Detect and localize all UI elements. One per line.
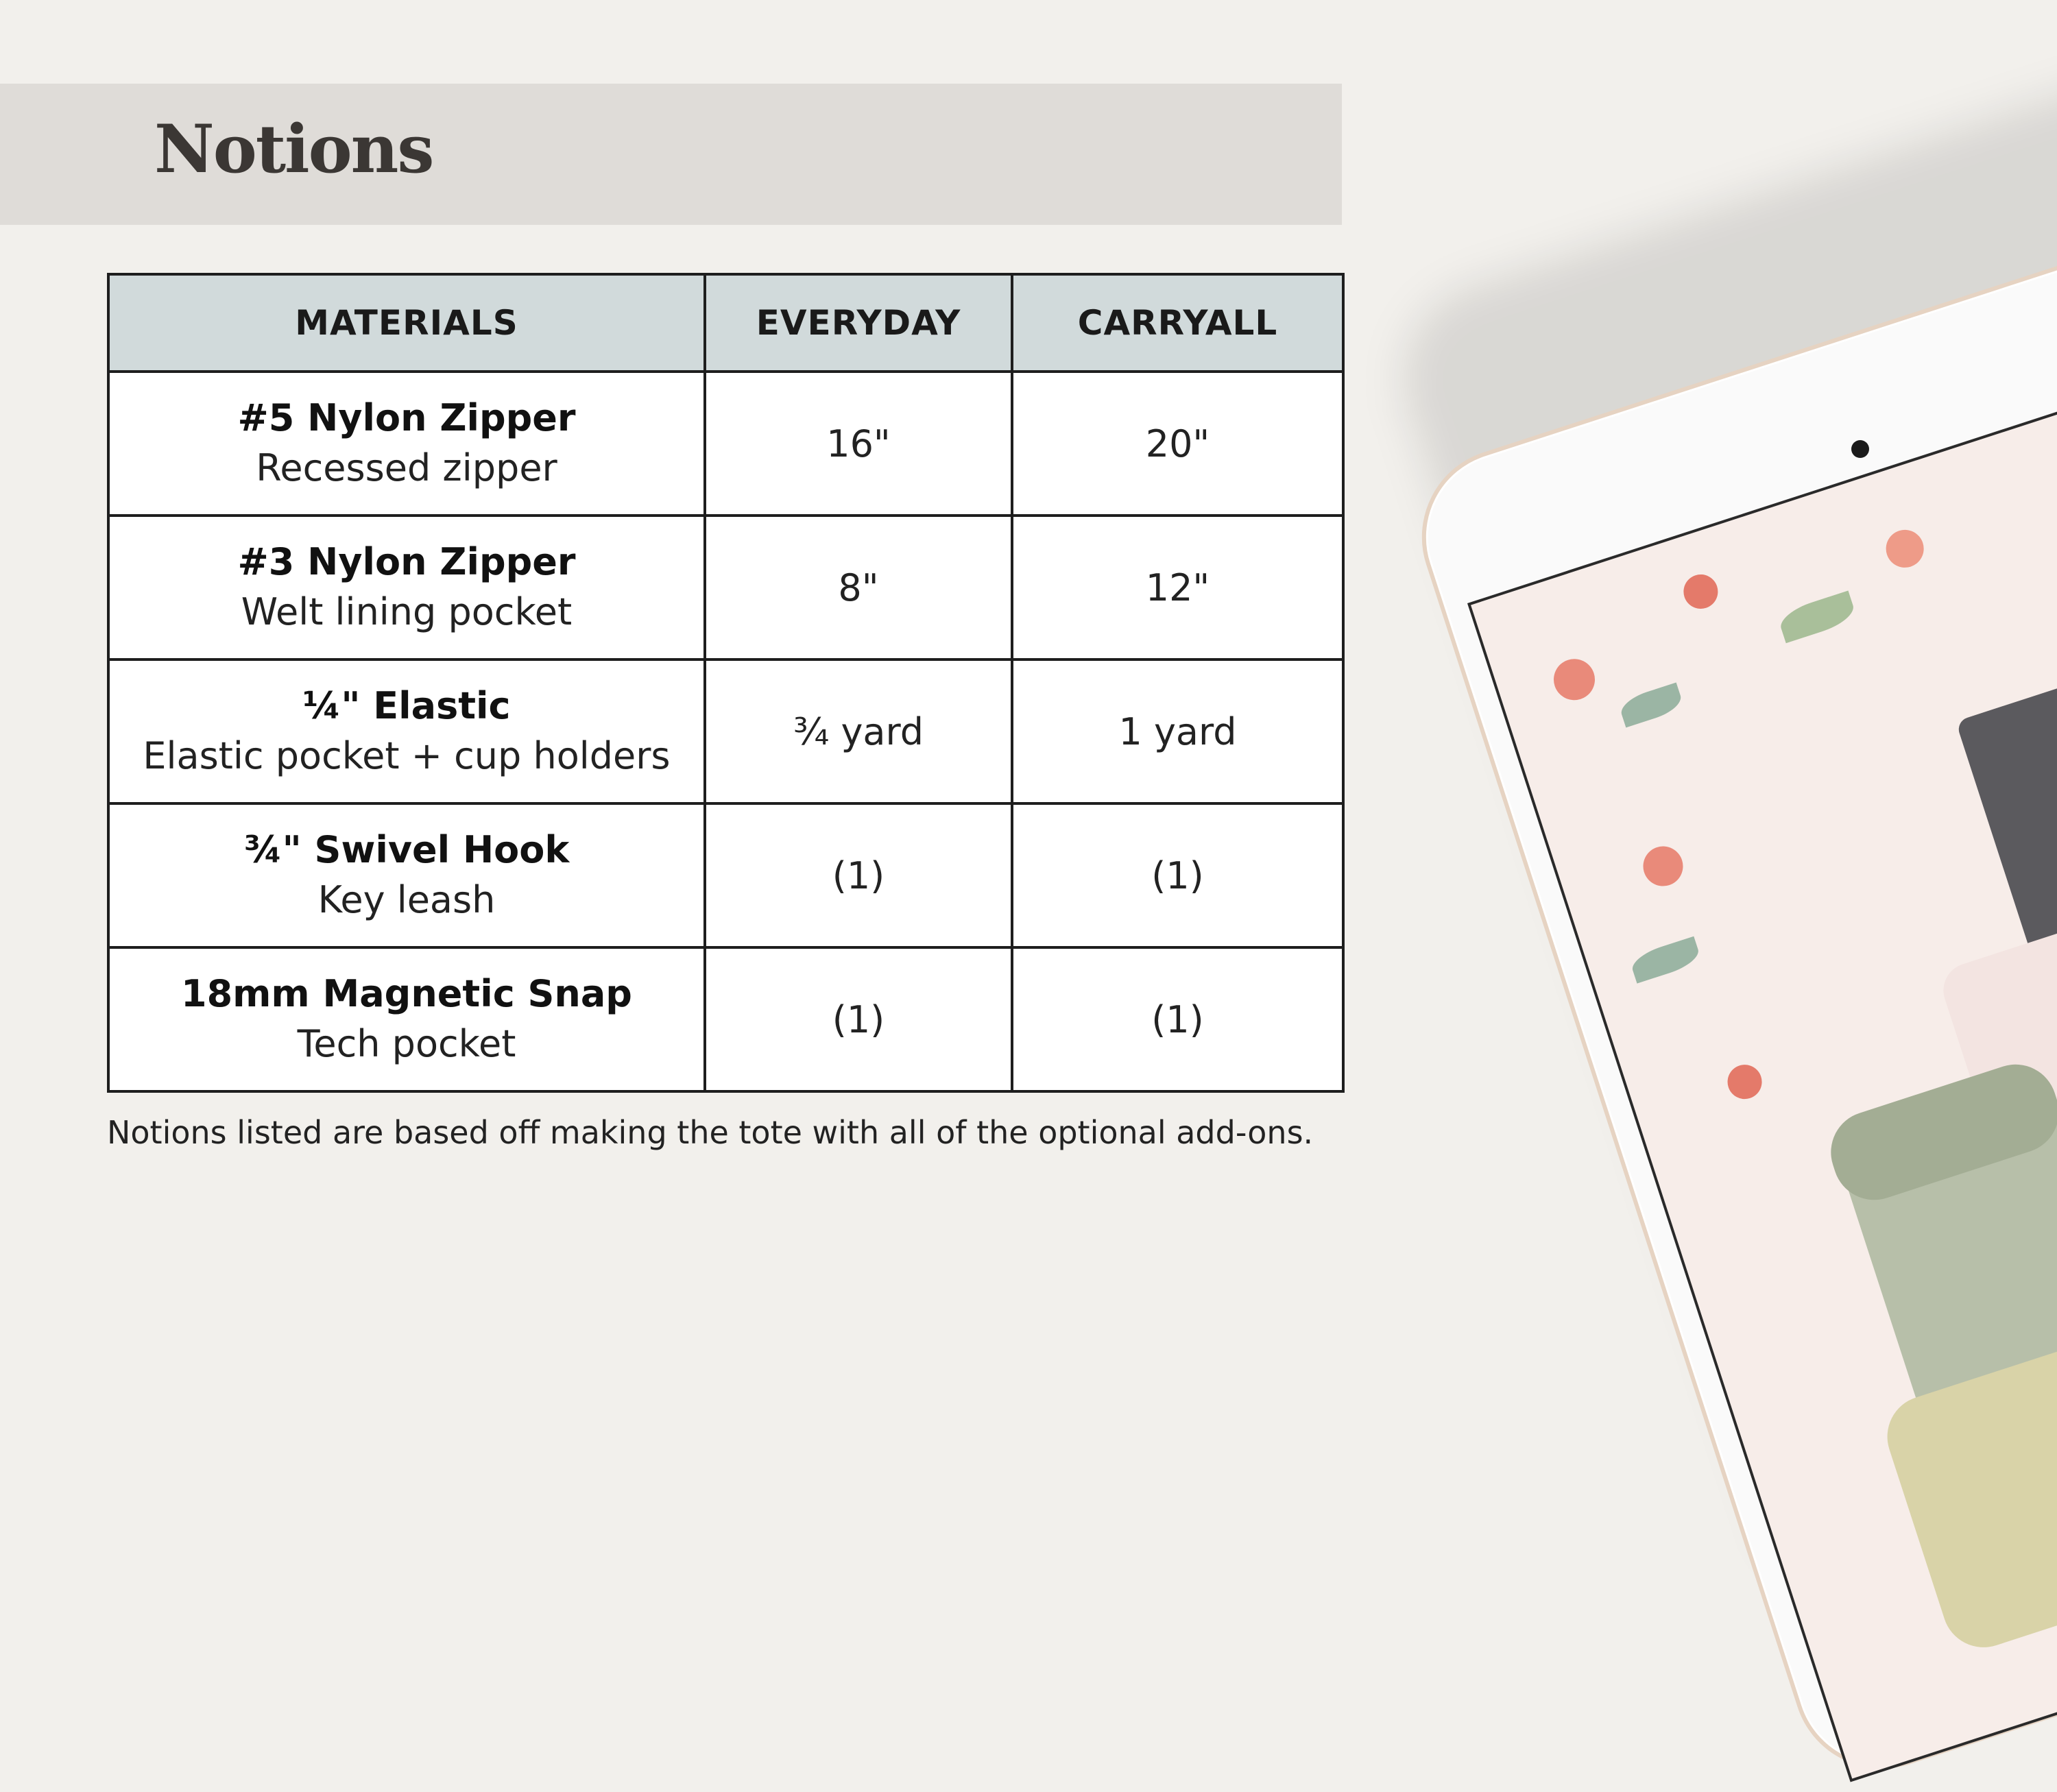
- material-cell: [108, 516, 705, 659]
- carryall-cell: 12": [1012, 516, 1343, 659]
- carryall-cell: (1): [1012, 803, 1343, 947]
- table-row: [108, 803, 1343, 947]
- page-title: Notions: [154, 110, 433, 188]
- floral-print-shape: [1777, 590, 1858, 643]
- floral-print-shape: [1881, 525, 1928, 572]
- material-name: ¾" Swivel Hook: [243, 828, 570, 872]
- material-name: #5 Nylon Zipper: [237, 396, 576, 440]
- material-use: Key leash: [317, 878, 496, 921]
- table-row: [108, 372, 1343, 516]
- carryall-cell: (1): [1012, 947, 1343, 1091]
- everyday-cell: 8": [705, 516, 1012, 659]
- material-name: 18mm Magnetic Snap: [181, 972, 632, 1016]
- column-header-carryall: CARRYALL: [1012, 274, 1343, 372]
- material-cell: [108, 372, 705, 516]
- carryall-cell: 20": [1012, 372, 1343, 516]
- everyday-cell: (1): [705, 803, 1012, 947]
- table-row: [108, 659, 1343, 803]
- everyday-cell: 16": [705, 372, 1012, 516]
- floral-print-shape: [1548, 653, 1600, 705]
- floral-print-shape: [1638, 841, 1688, 891]
- floral-print-shape: [1723, 1061, 1766, 1104]
- material-name: ¼" Elastic: [302, 684, 511, 728]
- floral-print-shape: [1679, 570, 1722, 613]
- everyday-cell: (1): [705, 947, 1012, 1091]
- material-use: Recessed zipper: [256, 446, 557, 489]
- notions-table: [107, 273, 1345, 1093]
- floral-print-shape: [1628, 936, 1702, 984]
- tablet-camera-icon: [1851, 440, 1869, 458]
- column-header-everyday: EVERYDAY: [705, 274, 1012, 372]
- column-header-materials: MATERIALS: [108, 274, 705, 372]
- material-cell: [108, 803, 705, 947]
- material-use: Tech pocket: [297, 1022, 516, 1065]
- table-row: [108, 947, 1343, 1091]
- material-use: Welt lining pocket: [241, 590, 573, 633]
- material-use: Elastic pocket + cup holders: [143, 734, 671, 777]
- table-row: [108, 516, 1343, 659]
- everyday-cell: ¾ yard: [705, 659, 1012, 803]
- material-cell: [108, 659, 705, 803]
- table-header-row: [108, 274, 1343, 372]
- material-name: #3 Nylon Zipper: [237, 540, 576, 584]
- floral-print-shape: [1617, 683, 1685, 728]
- footnote: Notions listed are based off making the tote with all of the optional add-ons.: [107, 1114, 1314, 1151]
- carryall-cell: 1 yard: [1012, 659, 1343, 803]
- material-cell: [108, 947, 705, 1091]
